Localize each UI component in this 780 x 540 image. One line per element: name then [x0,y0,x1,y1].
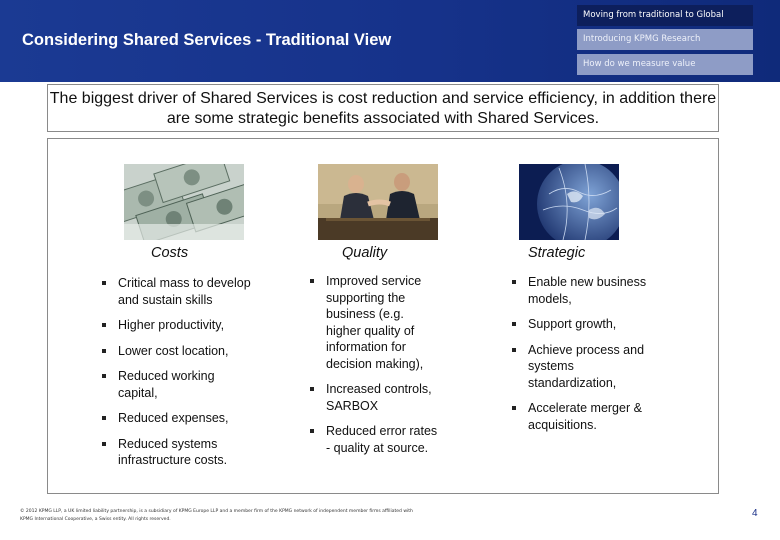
copyright-footer [20,508,520,524]
list-item: Accelerate merger & acquisitions. [512,400,652,433]
list-item: Improved service supporting the business (e.g. higher quality of information for decision making), [310,273,440,372]
copyright-line-1: © 2012 KPMG LLP, a UK limited liability partnership, is a subsidiary of KPMG Europe LLP and a member firm of the KPMG network of independent member firms affiliated with [20,509,413,514]
list-item: Reduced working capital, [102,368,252,401]
costs-list [102,275,252,469]
strategic-heading: Strategic [528,245,586,261]
nav-tab-measure-value[interactable]: How do we measure value [577,54,753,75]
page-title: Considering Shared Services - Traditional View [22,31,392,49]
list-item: Enable new business models, [512,274,652,307]
list-item: Reduced expenses, [102,410,252,427]
list-item: Higher productivity, [102,317,252,334]
quality-heading: Quality [342,245,388,261]
list-item: Reduced error rates - quality at source. [310,423,440,456]
money-photo [124,164,244,240]
list-item: Critical mass to develop and sustain skills [102,275,252,308]
page-number: 4 [752,508,758,519]
list-item: Achieve process and systems standardization, [512,342,652,392]
handshake-photo [318,164,438,240]
list-item: Support growth, [512,316,652,333]
copyright-line-2: KPMG International Cooperative, a Swiss entity. All rights reserved. [20,517,171,522]
nav-tab-kpmg-research[interactable]: Introducing KPMG Research [577,29,753,50]
strategic-list [512,274,652,433]
list-item: Lower cost location, [102,343,252,360]
globe-photo [519,164,619,240]
costs-heading: Costs [151,245,189,261]
list-item: Increased controls, SARBOX [310,381,440,414]
nav-tab-moving-to-global[interactable]: Moving from traditional to Global [577,5,753,26]
list-item: Reduced systems infrastructure costs. [102,436,252,469]
quality-list [310,273,440,456]
summary-text: The biggest driver of Shared Services is cost reduction and service efficiency, in addition there are some strategic benefits associated with Shared Services. [49,90,717,127]
summary-callout [47,84,719,132]
